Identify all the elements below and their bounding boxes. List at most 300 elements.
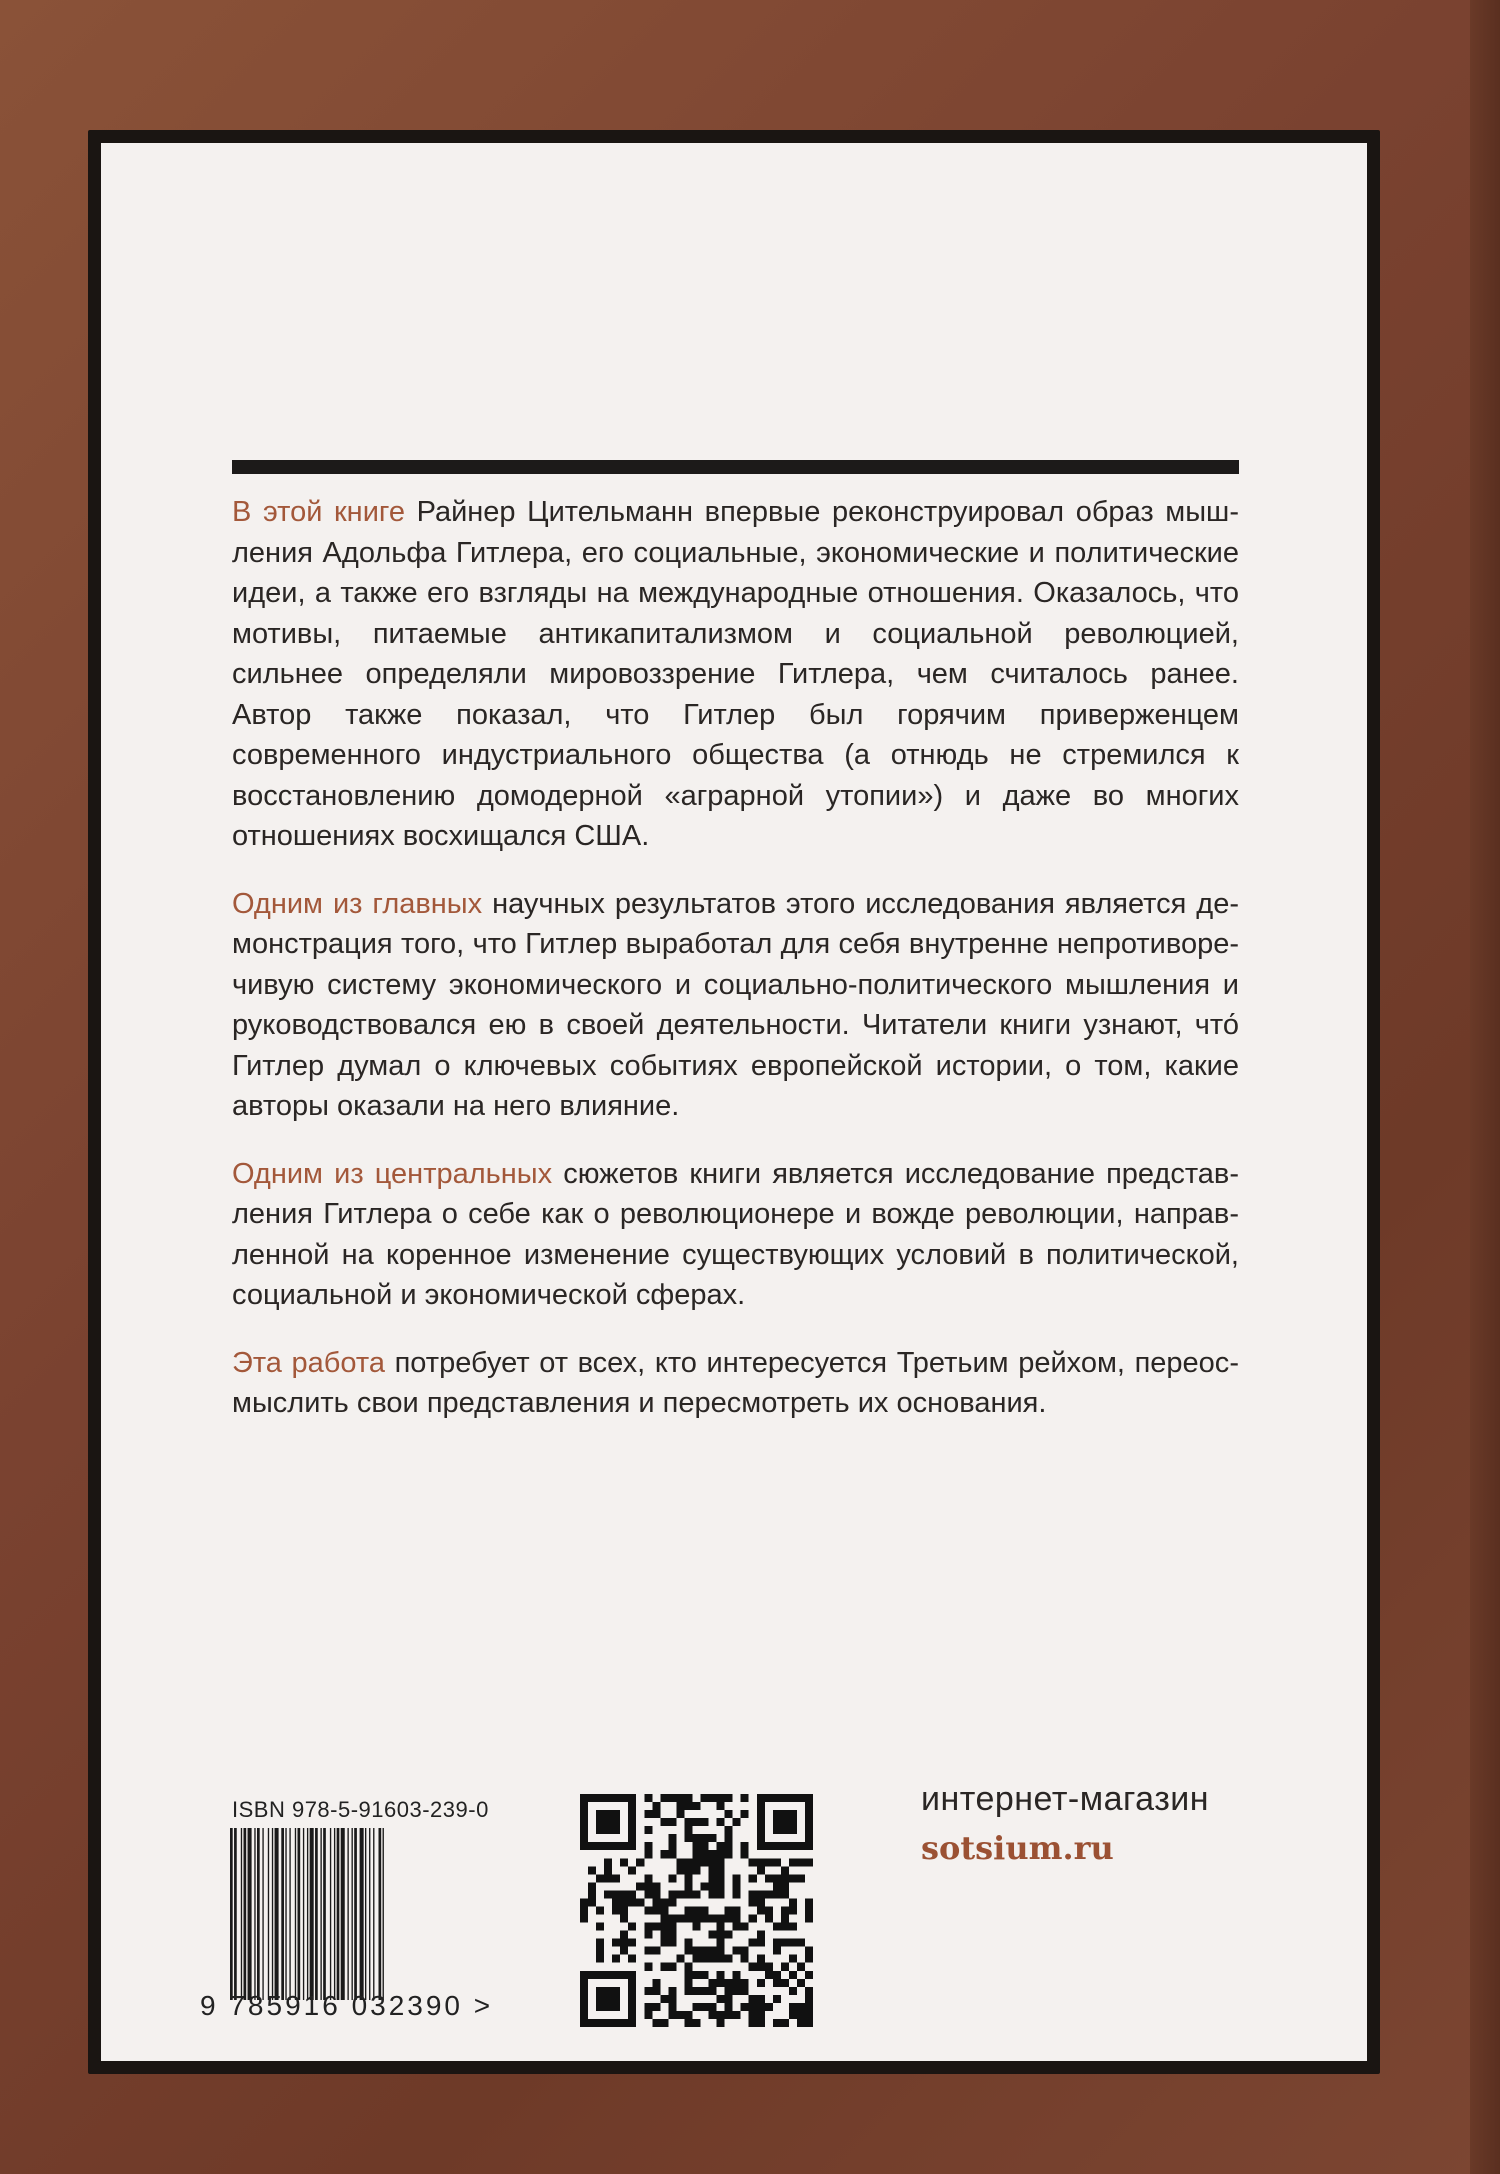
paragraph-4 bbox=[232, 1343, 1239, 1424]
qr-module bbox=[733, 1923, 741, 1931]
barcode-bar bbox=[323, 1828, 326, 2000]
qr-module bbox=[660, 1939, 668, 1947]
qr-module bbox=[725, 1842, 733, 1850]
qr-module bbox=[701, 1850, 709, 1858]
qr-module bbox=[652, 1906, 660, 1914]
qr-module bbox=[676, 1890, 684, 1898]
qr-module bbox=[684, 1874, 692, 1882]
qr-module bbox=[749, 1858, 757, 1866]
qr-module bbox=[789, 1923, 797, 1931]
qr-module bbox=[692, 1955, 700, 1963]
qr-module bbox=[604, 1858, 612, 1866]
qr-module bbox=[692, 1923, 700, 1931]
qr-module bbox=[676, 1794, 684, 1802]
qr-module bbox=[636, 1882, 644, 1890]
qr-module bbox=[773, 1995, 781, 2003]
qr-module bbox=[749, 1995, 757, 2003]
barcode-bar bbox=[365, 1828, 366, 2000]
qr-module bbox=[797, 1858, 805, 1866]
qr-module bbox=[652, 2003, 660, 2011]
qr-module bbox=[652, 2019, 660, 2027]
qr-module bbox=[588, 1866, 596, 1874]
qr-module bbox=[580, 1898, 588, 1906]
qr-module bbox=[652, 1987, 660, 1995]
qr-module bbox=[684, 1794, 692, 1802]
qr-module bbox=[741, 1842, 749, 1850]
qr-module bbox=[733, 1818, 741, 1826]
qr-module bbox=[789, 1898, 797, 1906]
qr-module bbox=[733, 1882, 741, 1890]
qr-module bbox=[717, 1915, 725, 1923]
qr-module bbox=[596, 1906, 604, 1914]
qr-module bbox=[660, 1915, 668, 1923]
qr-module bbox=[668, 1963, 676, 1971]
qr-module bbox=[709, 1858, 717, 1866]
qr-module bbox=[789, 1955, 797, 1963]
barcode-bar bbox=[285, 1828, 286, 2000]
qr-module bbox=[644, 1923, 652, 1931]
qr-module bbox=[797, 2019, 805, 2027]
qr-module bbox=[668, 1890, 676, 1898]
barcode-bar bbox=[383, 1828, 384, 2000]
qr-module bbox=[684, 1802, 692, 1810]
qr-module bbox=[692, 1818, 700, 1826]
qr-module bbox=[733, 1874, 741, 1882]
barcode-bar bbox=[241, 1828, 242, 2000]
barcode-bar bbox=[254, 1828, 255, 2000]
qr-module bbox=[668, 1794, 676, 1802]
barcode-bar bbox=[379, 1828, 382, 2000]
qr-module bbox=[676, 1955, 684, 1963]
barcode-bar bbox=[281, 1828, 284, 2000]
paragraph-lead: В этой книге bbox=[232, 496, 405, 528]
qr-module bbox=[620, 1898, 628, 1906]
qr-module bbox=[741, 1810, 749, 1818]
qr-module bbox=[644, 2011, 652, 2019]
barcode-bar bbox=[360, 1828, 364, 2000]
qr-module bbox=[684, 1979, 692, 1987]
qr-module bbox=[733, 1979, 741, 1987]
qr-module bbox=[725, 1906, 733, 1914]
qr-module bbox=[692, 1842, 700, 1850]
paragraph-body: потребует от всех, кто интересуется Третьим рейхом, переосмыслить свои представления и пересмотреть их основания. bbox=[232, 1346, 1239, 1419]
qr-module bbox=[717, 1850, 725, 1858]
qr-module bbox=[749, 1939, 757, 1947]
top-rule bbox=[232, 460, 1239, 474]
qr-module bbox=[644, 1906, 652, 1914]
qr-module bbox=[660, 1923, 668, 1931]
qr-module bbox=[789, 1874, 797, 1882]
qr-module bbox=[660, 1995, 668, 2003]
qr-module bbox=[709, 2011, 717, 2019]
qr-module bbox=[692, 2003, 700, 2011]
qr-module bbox=[668, 1995, 676, 2003]
qr-module bbox=[765, 1963, 773, 1971]
qr-module bbox=[709, 1890, 717, 1898]
qr-module bbox=[717, 1858, 725, 1866]
qr-module bbox=[709, 1947, 717, 1955]
qr-finder-core bbox=[596, 1987, 620, 2011]
qr-module bbox=[757, 1858, 765, 1866]
qr-module bbox=[741, 2003, 749, 2011]
qr-module bbox=[805, 1971, 813, 1979]
qr-module bbox=[709, 1955, 717, 1963]
qr-module bbox=[620, 1915, 628, 1923]
qr-module bbox=[660, 1818, 668, 1826]
qr-module bbox=[692, 1906, 700, 1914]
qr-module bbox=[757, 1866, 765, 1874]
qr-module bbox=[692, 1858, 700, 1866]
barcode-bar bbox=[244, 1828, 247, 2000]
qr-module bbox=[652, 1890, 660, 1898]
qr-module bbox=[709, 1987, 717, 1995]
qr-module bbox=[660, 2019, 668, 2027]
qr-module bbox=[805, 1906, 813, 1914]
barcode-bar bbox=[268, 1828, 269, 2000]
qr-module bbox=[773, 1971, 781, 1979]
qr-module bbox=[684, 1818, 692, 1826]
qr-module bbox=[692, 1834, 700, 1842]
qr-module bbox=[644, 1947, 652, 1955]
qr-module bbox=[725, 1826, 733, 1834]
qr-module bbox=[660, 1850, 668, 1858]
qr-module bbox=[749, 1963, 757, 1971]
qr-module bbox=[725, 1931, 733, 1939]
qr-module bbox=[773, 1890, 781, 1898]
qr-module bbox=[781, 1963, 789, 1971]
qr-finder-core bbox=[773, 1810, 797, 1834]
qr-module bbox=[757, 1890, 765, 1898]
qr-module bbox=[781, 2019, 789, 2027]
qr-module bbox=[773, 1923, 781, 1931]
qr-module bbox=[620, 1931, 628, 1939]
qr-module bbox=[684, 1858, 692, 1866]
qr-module bbox=[676, 1866, 684, 1874]
qr-module bbox=[604, 1890, 612, 1898]
qr-module bbox=[717, 1882, 725, 1890]
barcode-bar bbox=[352, 1828, 353, 2000]
qr-module bbox=[684, 1939, 692, 1947]
barcode bbox=[230, 1828, 496, 2000]
paragraph-3 bbox=[232, 1154, 1239, 1316]
qr-module bbox=[628, 1898, 636, 1906]
qr-module bbox=[604, 1866, 612, 1874]
qr-module bbox=[717, 1923, 725, 1931]
qr-module bbox=[701, 1882, 709, 1890]
qr-module bbox=[644, 1874, 652, 1882]
qr-module bbox=[684, 1834, 692, 1842]
qr-module bbox=[805, 1987, 813, 1995]
qr-module bbox=[692, 1915, 700, 1923]
qr-module bbox=[797, 1939, 805, 1947]
qr-module bbox=[644, 1931, 652, 1939]
qr-module bbox=[765, 2003, 773, 2011]
qr-module bbox=[749, 1890, 757, 1898]
qr-module bbox=[773, 1947, 781, 1955]
qr-module bbox=[692, 1866, 700, 1874]
qr-module bbox=[765, 1906, 773, 1914]
qr-module bbox=[628, 1939, 636, 1947]
barcode-bar bbox=[262, 1828, 263, 2000]
barcode-bar bbox=[341, 1828, 345, 2000]
qr-module bbox=[596, 1923, 604, 1931]
barcode-bar bbox=[295, 1828, 296, 2000]
qr-module bbox=[781, 1923, 789, 1931]
qr-module bbox=[757, 1906, 765, 1914]
qr-module bbox=[757, 1955, 765, 1963]
qr-module bbox=[701, 1971, 709, 1979]
qr-module bbox=[805, 2019, 813, 2027]
qr-module bbox=[612, 1955, 620, 1963]
barcode-digits: 9 785916 032390 > bbox=[200, 1990, 494, 2021]
qr-module bbox=[749, 1898, 757, 1906]
qr-module bbox=[668, 1915, 676, 1923]
qr-module bbox=[757, 1979, 765, 1987]
qr-module bbox=[725, 1794, 733, 1802]
qr-module bbox=[757, 1963, 765, 1971]
qr-module bbox=[644, 1810, 652, 1818]
qr-module bbox=[725, 1810, 733, 1818]
qr-module bbox=[733, 1971, 741, 1979]
qr-module bbox=[709, 1850, 717, 1858]
qr-module bbox=[797, 1963, 805, 1971]
qr-module bbox=[789, 1858, 797, 1866]
qr-module bbox=[717, 2019, 725, 2027]
qr-module bbox=[757, 2011, 765, 2019]
barcode-bar bbox=[337, 1828, 340, 2000]
qr-module bbox=[709, 1915, 717, 1923]
qr-module bbox=[725, 1834, 733, 1842]
qr-module bbox=[725, 1850, 733, 1858]
qr-module bbox=[749, 1874, 757, 1882]
qr-module bbox=[676, 1810, 684, 1818]
qr-module bbox=[660, 1794, 668, 1802]
qr-module bbox=[781, 1979, 789, 1987]
qr-module bbox=[612, 1898, 620, 1906]
qr-module bbox=[789, 1971, 797, 1979]
barcode-bar bbox=[373, 1828, 374, 2000]
qr-module bbox=[701, 1818, 709, 1826]
barcode-bar bbox=[257, 1828, 260, 2000]
qr-module bbox=[733, 1947, 741, 1955]
qr-module bbox=[773, 1858, 781, 1866]
qr-module bbox=[684, 1826, 692, 1834]
qr-module bbox=[805, 1858, 813, 1866]
qr-module bbox=[684, 1882, 692, 1890]
barcode-bar bbox=[298, 1828, 301, 2000]
qr-module bbox=[684, 1906, 692, 1914]
qr-module bbox=[692, 1971, 700, 1979]
qr-module bbox=[684, 2019, 692, 2027]
qr-module bbox=[717, 1931, 725, 1939]
qr-module bbox=[709, 2003, 717, 2011]
qr-module bbox=[717, 2011, 725, 2019]
qr-module bbox=[692, 1890, 700, 1898]
qr-module bbox=[709, 1834, 717, 1842]
qr-finder-core bbox=[596, 1810, 620, 1834]
qr-module bbox=[701, 1955, 709, 1963]
qr-module bbox=[757, 1931, 765, 1939]
qr-module bbox=[805, 2011, 813, 2019]
qr-module bbox=[717, 1866, 725, 1874]
qr-module bbox=[725, 1915, 733, 1923]
barcode-bar bbox=[275, 1828, 279, 2000]
qr-module bbox=[701, 1794, 709, 1802]
qr-module bbox=[701, 1858, 709, 1866]
qr-module bbox=[684, 1866, 692, 1874]
qr-module bbox=[757, 2003, 765, 2011]
qr-module bbox=[741, 1850, 749, 1858]
qr-module bbox=[692, 1850, 700, 1858]
qr-module bbox=[733, 1890, 741, 1898]
qr-module bbox=[660, 1931, 668, 1939]
cover-edge bbox=[1470, 0, 1500, 2174]
qr-module bbox=[676, 1915, 684, 1923]
qr-module bbox=[644, 1794, 652, 1802]
barcode-bar bbox=[248, 1828, 252, 2000]
qr-module bbox=[717, 1955, 725, 1963]
qr-module bbox=[781, 1866, 789, 1874]
qr-module bbox=[749, 2019, 757, 2027]
qr-module bbox=[805, 1955, 813, 1963]
qr-module bbox=[684, 2011, 692, 2019]
qr-module bbox=[668, 1923, 676, 1931]
qr-module bbox=[692, 1802, 700, 1810]
qr-module bbox=[660, 1906, 668, 1914]
qr-module bbox=[596, 1939, 604, 1947]
qr-module bbox=[773, 1882, 781, 1890]
qr-module bbox=[757, 1939, 765, 1947]
qr-module bbox=[749, 2011, 757, 2019]
qr-module bbox=[660, 1963, 668, 1971]
qr-module bbox=[676, 1858, 684, 1866]
paragraph-lead: Одним из главных bbox=[232, 887, 483, 920]
qr-module bbox=[717, 1971, 725, 1979]
qr-module bbox=[717, 1979, 725, 1987]
qr-module bbox=[620, 1890, 628, 1898]
qr-module bbox=[789, 1939, 797, 1947]
qr-module bbox=[668, 1939, 676, 1947]
qr-module bbox=[636, 1898, 644, 1906]
qr-module bbox=[717, 1939, 725, 1947]
qr-module bbox=[741, 1794, 749, 1802]
qr-module bbox=[652, 1979, 660, 1987]
barcode-bar bbox=[289, 1828, 290, 2000]
qr-module bbox=[757, 2019, 765, 2027]
qr-module bbox=[668, 1834, 676, 1842]
qr-module bbox=[684, 1963, 692, 1971]
qr-module bbox=[773, 1874, 781, 1882]
qr-module bbox=[781, 1890, 789, 1898]
qr-module bbox=[644, 1987, 652, 1995]
qr-module bbox=[701, 1947, 709, 1955]
qr-module bbox=[644, 1842, 652, 1850]
qr-module bbox=[749, 2003, 757, 2011]
qr-code bbox=[580, 1794, 813, 2027]
qr-module bbox=[717, 1890, 725, 1898]
paragraph-lead: Эта работа bbox=[232, 1346, 385, 1379]
qr-module bbox=[717, 1995, 725, 2003]
qr-module bbox=[741, 1947, 749, 1955]
qr-module bbox=[781, 1882, 789, 1890]
qr-module bbox=[725, 2003, 733, 2011]
qr-module bbox=[596, 1874, 604, 1882]
shop-url[interactable]: sotsium.ru bbox=[921, 1829, 1114, 1867]
qr-module bbox=[652, 1923, 660, 1931]
qr-module bbox=[733, 1915, 741, 1923]
qr-module bbox=[717, 1818, 725, 1826]
qr-module bbox=[725, 2011, 733, 2019]
qr-module bbox=[644, 1890, 652, 1898]
qr-module bbox=[773, 1979, 781, 1987]
barcode-bar bbox=[310, 1828, 314, 2000]
qr-module bbox=[733, 2011, 741, 2019]
qr-module bbox=[701, 2003, 709, 2011]
qr-module bbox=[644, 1826, 652, 1834]
qr-module bbox=[684, 1987, 692, 1995]
qr-module bbox=[668, 1898, 676, 1906]
qr-module bbox=[692, 2019, 700, 2027]
qr-module bbox=[701, 1842, 709, 1850]
qr-module bbox=[620, 1858, 628, 1866]
qr-module bbox=[612, 1906, 620, 1914]
qr-module bbox=[709, 1931, 717, 1939]
paragraph-2 bbox=[232, 884, 1239, 1127]
qr-module bbox=[741, 1979, 749, 1987]
qr-module bbox=[765, 1858, 773, 1866]
qr-module bbox=[773, 1939, 781, 1947]
qr-module bbox=[733, 1906, 741, 1914]
qr-module bbox=[652, 1947, 660, 1955]
qr-module bbox=[668, 1842, 676, 1850]
paragraph-body: научных результатов этого исследования является демонстрация того, что Гитлер выработал для себя внутренне непротиворечивую систему экономического и социально-политического мышления и руководствовался ею в своей деятельности. Читатели книги узнают, что́ Гитлер думал о ключевых событиях европейской истории, о том, какие авторы оказали на него влияние. bbox=[232, 887, 1239, 1122]
qr-module bbox=[805, 1947, 813, 1955]
qr-module bbox=[797, 1979, 805, 1987]
qr-module bbox=[668, 1850, 676, 1858]
qr-module bbox=[652, 1810, 660, 1818]
barcode-bar bbox=[230, 1828, 233, 2000]
barcode-bar bbox=[354, 1828, 357, 2000]
qr-module bbox=[644, 1850, 652, 1858]
barcode-bar bbox=[303, 1828, 304, 2000]
qr-module bbox=[797, 2003, 805, 2011]
qr-module bbox=[709, 1794, 717, 1802]
qr-module bbox=[805, 2003, 813, 2011]
shop-label: интернет-магазин bbox=[921, 1780, 1210, 1818]
qr-module bbox=[725, 1955, 733, 1963]
qr-module bbox=[644, 2003, 652, 2011]
qr-module bbox=[580, 1906, 588, 1914]
qr-module bbox=[709, 1866, 717, 1874]
qr-module bbox=[725, 1995, 733, 2003]
qr-module bbox=[717, 1842, 725, 1850]
qr-module bbox=[596, 1955, 604, 1963]
qr-module bbox=[781, 1906, 789, 1914]
qr-module bbox=[668, 1931, 676, 1939]
qr-module bbox=[701, 1834, 709, 1842]
qr-module bbox=[668, 1818, 676, 1826]
qr-module bbox=[684, 1947, 692, 1955]
qr-module bbox=[668, 2011, 676, 2019]
qr-module bbox=[580, 1915, 588, 1923]
paragraph-lead: Одним из центральных bbox=[232, 1157, 553, 1190]
qr-module bbox=[709, 1882, 717, 1890]
qr-module bbox=[709, 1979, 717, 1987]
qr-module bbox=[757, 1995, 765, 2003]
qr-module bbox=[604, 1874, 612, 1882]
qr-module bbox=[773, 2019, 781, 2027]
qr-module bbox=[741, 1987, 749, 1995]
